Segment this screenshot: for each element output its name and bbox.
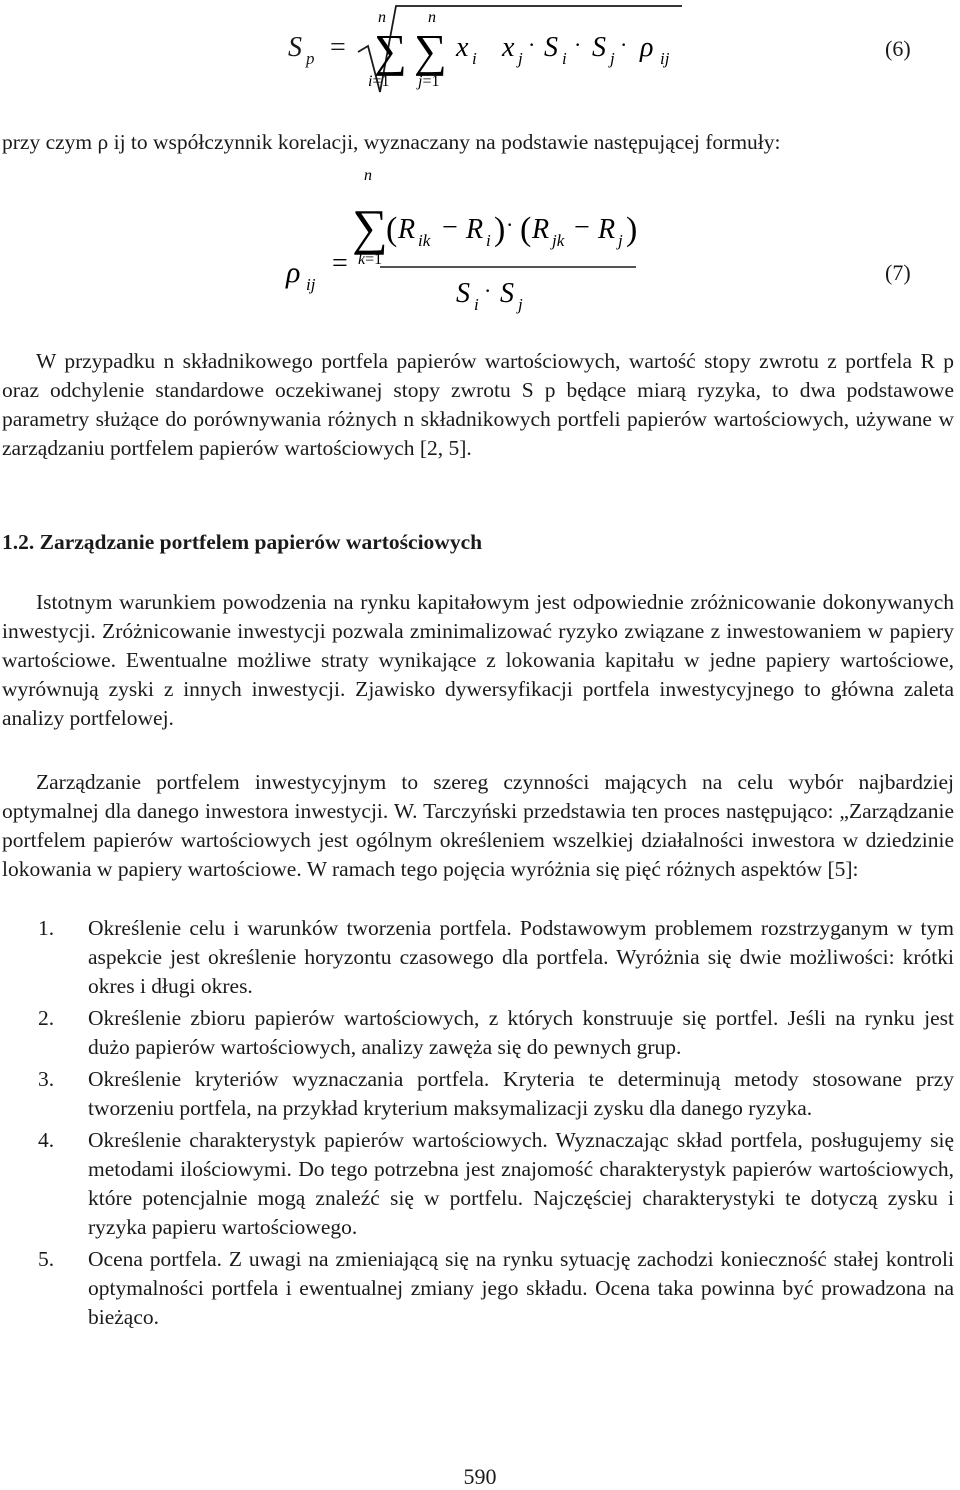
svg-text:·: ·: [574, 32, 582, 57]
paragraph-3: [2, 768, 954, 884]
svg-text:): ): [626, 211, 638, 248]
svg-text:n: n: [378, 9, 386, 26]
svg-text:j: j: [518, 295, 523, 314]
svg-text:j: j: [518, 49, 523, 68]
paragraph-3-text: Zarządzanie portfelem inwestycyjnym to szereg czynności mających na celu wybór najbardziej optymalnej dla danego inwestora inwestycji. W. Tarczyński przedstawia ten proces następująco: „Zarządzanie portfelem papierów wartościowych jest ogólnym określeniem wszelkiej działalności inwestora w dziedzinie lokowania w papiery wartościowe. W ramach tego pojęcia wyróżnia się pięć różnych aspektów [5]:: [2, 770, 954, 881]
list-item: [2, 914, 954, 1001]
svg-text:ρ: ρ: [286, 256, 301, 289]
equation-7-number: (7): [885, 260, 911, 285]
svg-text:−: −: [442, 212, 458, 243]
list-item-number: 3.: [38, 1067, 55, 1091]
svg-text:i: i: [472, 49, 477, 68]
svg-text:=: =: [332, 248, 348, 279]
list-item-text: Określenie celu i warunków tworzenia portfela. Podstawowym problemem rozstrzyganym w tym aspekcie jest określenie horyzontu czasowego dla portfela. Wyróżnia się dwie możliwości: krótki okres i długi okres.: [88, 916, 954, 998]
svg-text:j: j: [618, 231, 623, 250]
list-item: [2, 1004, 954, 1062]
svg-text:ρ: ρ: [640, 32, 654, 63]
list-item-text: Określenie zbioru papierów wartościowych, z których konstruuje się portfel. Jeśli na rynku jest dużo papierów wartościowych, analizy zawęża się do pewnych grup.: [88, 1006, 954, 1059]
svg-text:i: i: [486, 231, 491, 250]
svg-text:): ): [494, 211, 506, 248]
svg-text:(: (: [386, 211, 398, 248]
svg-text:i: i: [474, 295, 479, 314]
svg-text:ij: ij: [660, 49, 670, 68]
aspects-list: [2, 914, 954, 1335]
svg-text:∑: ∑: [414, 25, 447, 76]
svg-text:ik: ik: [418, 231, 431, 250]
equation-6-number: (6): [885, 36, 911, 61]
svg-text:S: S: [544, 32, 558, 63]
list-item-number: 5.: [38, 1247, 55, 1271]
svg-text:i=1: i=1: [368, 73, 390, 90]
equation-7: [0, 160, 960, 330]
paragraph-1-text: W przypadku n składnikowego portfela papierów wartościowych, wartość stopy zwrotu z portfela R p oraz odchylenie standardowe oczekiwanej stopy zwrotu S p będące miarą ryzyka, to dwa podstawowe parametry służące do porównywania różnych n składnikowych portfeli papierów wartościowych, używane w zarządzaniu portfelem papierów wartościowych [2, 5].: [2, 349, 954, 460]
paragraph-2-text: Istotnym warunkiem powodzenia na rynku kapitałowym jest odpowiednie zróżnicowanie dokonywanych inwestycji. Zróżnicowanie inwestycji pozwala zminimalizować ryzyko związane z inwestowaniem w papiery wartościowe. Ewentualne możliwe straty wynikające z lokowania kapitału w jedne papiery wartościowe, wyrównują zyski z innych inwestycji. Zjawisko dywersyfikacji portfela inwestycyjnego to główna zaleta analizy portfelowej.: [2, 590, 954, 730]
equation-6: [0, 0, 960, 110]
svg-text:∑: ∑: [374, 25, 407, 76]
list-item-number: 4.: [38, 1128, 55, 1152]
page-number: 590: [463, 1464, 497, 1489]
svg-text:·: ·: [620, 32, 628, 57]
svg-text:R: R: [398, 214, 416, 245]
svg-text:S: S: [500, 278, 514, 309]
svg-text:j=1: j=1: [418, 73, 440, 90]
svg-text:p: p: [306, 49, 315, 68]
list-item: [2, 1065, 954, 1123]
svg-text:S: S: [456, 278, 470, 309]
list-item-number: 1.: [38, 916, 55, 940]
svg-text:∑: ∑: [352, 199, 388, 255]
svg-text:n: n: [364, 167, 372, 184]
svg-text:·: ·: [528, 32, 536, 57]
svg-text:S: S: [592, 32, 606, 63]
svg-text:S: S: [288, 32, 302, 63]
list-item-text: Określenie kryteriów wyznaczania portfela. Kryteria te determinują metody stosowane przy tworzeniu portfela, na przykład kryterium maksymalizacji zysku dla danego ryzyka.: [88, 1067, 954, 1120]
svg-text:−: −: [574, 212, 590, 243]
svg-text:jk: jk: [552, 231, 565, 250]
paragraph-2: [2, 588, 954, 733]
section-heading: 1.2. Zarządzanie portfelem papierów wartościowych: [2, 530, 483, 554]
svg-text:x: x: [502, 32, 515, 63]
paragraph-1: [2, 347, 954, 463]
svg-text:R: R: [598, 214, 616, 245]
svg-text:ij: ij: [306, 275, 316, 294]
svg-text:R: R: [466, 214, 484, 245]
svg-text:x: x: [456, 32, 469, 63]
list-item-text: Ocena portfela. Z uwagi na zmieniającą się na rynku sytuację zachodzi konieczność stałej kontroli optymalności portfela i ewentualnej zmiany jego składu. Ocena taka powinna być prowadzona na bieżąco.: [88, 1247, 954, 1329]
list-item-text: Określenie charakterystyk papierów wartościowych. Wyznaczając skład portfela, posługujemy się metodami ilościowymi. Do tego potrzebna jest znajomość charakterystyk papierów wartościowych, które potencjalnie mogą znaleźć się w portfelu. Najczęściej charakterystyki te dotyczą zysku i ryzyka papieru wartościowego.: [88, 1128, 954, 1239]
intro-line: przy czym ρ ij to współczynnik korelacji, wyznaczany na podstawie następującej formuły:: [2, 130, 781, 154]
list-item-number: 2.: [38, 1006, 55, 1030]
svg-text:·: ·: [506, 212, 514, 237]
svg-text:i: i: [562, 49, 567, 68]
list-item: [2, 1126, 954, 1242]
svg-text:(: (: [520, 211, 532, 248]
svg-text:=: =: [330, 32, 346, 63]
svg-text:R: R: [532, 214, 550, 245]
list-item: [2, 1245, 954, 1332]
svg-text:j: j: [610, 49, 615, 68]
svg-text:k=1: k=1: [358, 251, 383, 268]
svg-text:·: ·: [484, 278, 492, 303]
svg-text:n: n: [428, 9, 436, 26]
